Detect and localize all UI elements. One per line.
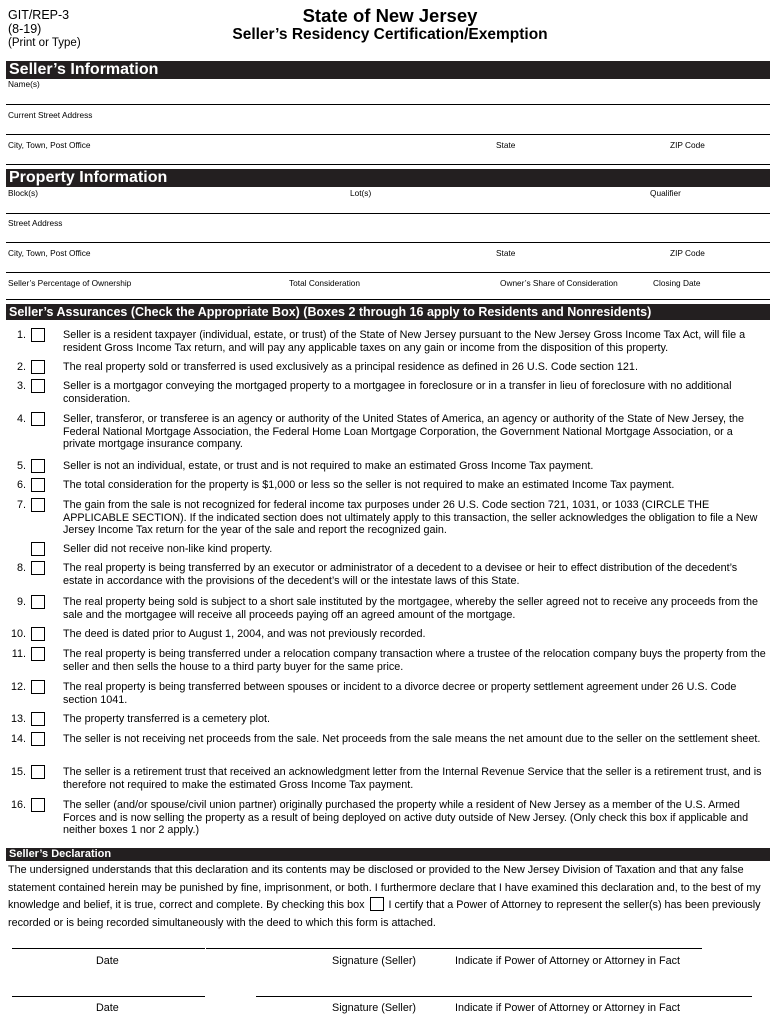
date-line-1[interactable] bbox=[12, 948, 205, 949]
assurance-checkbox-12[interactable] bbox=[31, 680, 45, 694]
item-text: The property transferred is a cemetery plot. bbox=[63, 713, 271, 725]
item-number: 8. bbox=[16, 562, 26, 574]
declaration-text-after: I certify that a Power of Attorney to represent the seller(s) has been previously recorded or is being recorded simultaneously with the deed to which this form is attached. bbox=[8, 899, 761, 929]
assurance-checkbox-10[interactable] bbox=[31, 627, 45, 641]
declaration-heading: Seller’s Declaration bbox=[6, 848, 770, 861]
assurance-checkbox-1[interactable] bbox=[31, 328, 45, 342]
item-number: 1. bbox=[16, 329, 26, 341]
assurance-checkbox-2[interactable] bbox=[31, 360, 45, 374]
date-line-2[interactable] bbox=[12, 996, 205, 997]
print-note: (Print or Type) bbox=[8, 37, 81, 49]
assurance-checkbox-15[interactable] bbox=[31, 765, 45, 779]
item-number: 12. bbox=[10, 681, 26, 693]
assurance-checkbox-5[interactable] bbox=[31, 459, 45, 473]
form-code: GIT/REP-3 bbox=[8, 8, 70, 22]
item-number: 9. bbox=[16, 596, 26, 608]
form-revision: (8-19) bbox=[8, 22, 42, 36]
property-city-field[interactable] bbox=[6, 272, 770, 273]
assurance-checkbox-9[interactable] bbox=[31, 595, 45, 609]
assurance-checkbox-4[interactable] bbox=[31, 412, 45, 426]
block-label: Block(s) bbox=[8, 188, 38, 198]
item-number: 13. bbox=[10, 713, 26, 725]
item-number: 5. bbox=[16, 460, 26, 472]
assurance-checkbox-14[interactable] bbox=[31, 732, 45, 746]
item-text: The deed is dated prior to August 1, 2004, and was not previously recorded. bbox=[63, 628, 426, 640]
signature-line-1[interactable] bbox=[206, 948, 702, 949]
form-identifier bbox=[8, 8, 81, 50]
item-number: 6. bbox=[16, 479, 26, 491]
assurances-heading: Seller’s Assurances (Check the Appropriate Box) (Boxes 2 through 16 apply to Residents and Nonresidents) bbox=[6, 304, 770, 320]
property-zip-label: ZIP Code bbox=[670, 248, 705, 258]
assurance-checkbox-8[interactable] bbox=[31, 561, 45, 575]
item-text: The real property is being transferred under a relocation company transaction where a trustee of the relocation company buys the property from the seller and then sells the house to a third party buyer for the same price. bbox=[63, 648, 766, 673]
seller-zip-label: ZIP Code bbox=[670, 140, 705, 150]
closing-date-label: Closing Date bbox=[653, 278, 701, 288]
property-city-label: City, Town, Post Office bbox=[8, 248, 91, 258]
power-of-attorney-checkbox[interactable] bbox=[370, 897, 384, 911]
item-text: Seller did not receive non-like kind property. bbox=[63, 543, 273, 555]
assurance-checkbox-11[interactable] bbox=[31, 647, 45, 661]
item-text: Seller is not an individual, estate, or trust and is not required to make an estimated Gross Income Tax payment. bbox=[63, 460, 594, 472]
item-number: 7. bbox=[16, 499, 26, 511]
item-text: Seller is a mortgagor conveying the mortgaged property to a mortgagee in foreclosure or in a transfer in lieu of foreclosure with no additional consideration. bbox=[63, 380, 732, 405]
block-lot-field[interactable] bbox=[6, 213, 770, 214]
names-field[interactable] bbox=[6, 104, 770, 105]
assurance-checkbox-6[interactable] bbox=[31, 478, 45, 492]
item-number: 4. bbox=[16, 413, 26, 425]
assurance-checkbox-7b[interactable] bbox=[31, 542, 45, 556]
item-text: The seller (and/or spouse/civil union partner) originally purchased the property while a resident of New Jersey as a member of the U.S. Armed Forces and is now selling the property as a result of being deployed on active duty outside of New Jersey. (Only check this box if applicable and neither boxes 1 nor 2 apply.) bbox=[63, 799, 749, 837]
signature-line-2[interactable] bbox=[256, 996, 752, 997]
item-number: 15. bbox=[10, 766, 26, 778]
assurance-checkbox-7[interactable] bbox=[31, 498, 45, 512]
item-text: The real property is being transferred by an executor or administrator of a decedent to a devisee or heir to effect distribution of the decedent’s estate in accordance with the provisions of the decedent’s will or the intestate laws of this State. bbox=[63, 562, 738, 587]
signature-label-2: Signature (Seller) bbox=[332, 1002, 417, 1014]
declaration-text bbox=[8, 862, 766, 932]
property-street-field[interactable] bbox=[6, 242, 770, 243]
seller-city-label: City, Town, Post Office bbox=[8, 140, 91, 150]
form-subtitle: Seller’s Residency Certification/Exemption bbox=[232, 26, 548, 43]
item-text: The real property being sold is subject to a short sale instituted by the mortgagee, whereby the seller agreed not to receive any proceeds from the sale and the mortgagee will receive all proceeds paying off an agreed amount of the mortgage. bbox=[63, 596, 758, 621]
item-text: The real property is being transferred between spouses or incident to a divorce decree or property settlement agreement under 26 U.S. Code section 1041. bbox=[63, 681, 737, 706]
item-number: 11. bbox=[11, 648, 26, 660]
item-text: The gain from the sale is not recognized for federal income tax purposes under 26 U.S. Code section 721, 1031, or 1033 (CIRCLE THE APPLICABLE SECTION). If the indicated section does not ultimately apply to this transaction, the seller acknowledges the obligation to file a New Jersey Income Tax return for the year of the sale and report the recognized gain. bbox=[63, 499, 758, 537]
item-number: 14. bbox=[10, 733, 26, 745]
signature-label-1: Signature (Seller) bbox=[332, 955, 417, 967]
property-state-label: State bbox=[496, 248, 516, 258]
assurance-checkbox-3[interactable] bbox=[31, 379, 45, 393]
seller-street-label: Current Street Address bbox=[8, 110, 93, 120]
poa-label-2: Indicate if Power of Attorney or Attorney in Fact bbox=[455, 1002, 681, 1014]
property-info-heading: Property Information bbox=[6, 169, 770, 187]
date-label-2: Date bbox=[96, 1002, 119, 1014]
item-number: 10. bbox=[10, 628, 26, 640]
item-text: The seller is a retirement trust that received an acknowledgment letter from the Internal Revenue Service that the seller is a retirement trust, and is therefore not required to make the estimated Gross Income Tax payment. bbox=[63, 766, 762, 791]
seller-info-heading: Seller’s Information bbox=[6, 61, 770, 79]
consideration-field[interactable] bbox=[6, 299, 770, 300]
item-text: Seller, transferor, or transferee is an agency or authority of the United States of America, an agency or authority of the State of New Jersey, the Federal National Mortgage Association, the Federal Home Loan Mortgage Corporation, the Government National Mortgage Association, or a private mortgage insurance company. bbox=[63, 413, 744, 451]
seller-state-label: State bbox=[496, 140, 516, 150]
poa-label-1: Indicate if Power of Attorney or Attorney in Fact bbox=[455, 955, 681, 967]
item-number: 16. bbox=[10, 799, 26, 811]
total-consideration-label: Total Consideration bbox=[289, 278, 361, 288]
item-text: The real property sold or transferred is used exclusively as a principal residence as defined in 26 U.S. Code section 121. bbox=[63, 361, 638, 373]
declaration-text-before: The undersigned understands that this declaration and its contents may be disclosed or provided to the New Jersey Division of Taxation and that any false statement contained herein may be punished by fine, imprisonment, or both. I furthermore declare that I have examined this declaration and, to the best of my knowledge and belief, it is true, correct and complete. By checking this box bbox=[8, 864, 761, 911]
names-label: Name(s) bbox=[8, 79, 40, 89]
seller-city-field[interactable] bbox=[6, 164, 770, 165]
item-text: The seller is not receiving net proceeds from the sale. Net proceeds from the sale means the net amount due to the seller on the settlement sheet. bbox=[63, 733, 761, 745]
item-text: Seller is a resident taxpayer (individual, estate, or trust) of the State of New Jersey pursuant to the New Jersey Gross Income Tax Act, will file a resident Gross Income Tax return, and will pay any applicable taxes on any gain or income from the disposition of this property. bbox=[63, 329, 746, 354]
item-text: The total consideration for the property is $1,000 or less so the seller is not required to make an estimated Income Tax payment. bbox=[63, 479, 675, 491]
owner-share-label: Owner’s Share of Consideration bbox=[500, 278, 618, 288]
item-number: 3. bbox=[16, 380, 26, 392]
date-label-1: Date bbox=[96, 955, 119, 967]
lot-label: Lot(s) bbox=[350, 188, 372, 198]
qualifier-label: Qualifier bbox=[650, 188, 681, 198]
form-title: State of New Jersey bbox=[302, 5, 478, 26]
assurance-checkbox-16[interactable] bbox=[31, 798, 45, 812]
item-number: 2. bbox=[16, 361, 26, 373]
seller-street-field[interactable] bbox=[6, 134, 770, 135]
assurance-checkbox-13[interactable] bbox=[31, 712, 45, 726]
ownership-pct-label: Seller’s Percentage of Ownership bbox=[8, 278, 132, 288]
property-street-label: Street Address bbox=[8, 218, 63, 228]
